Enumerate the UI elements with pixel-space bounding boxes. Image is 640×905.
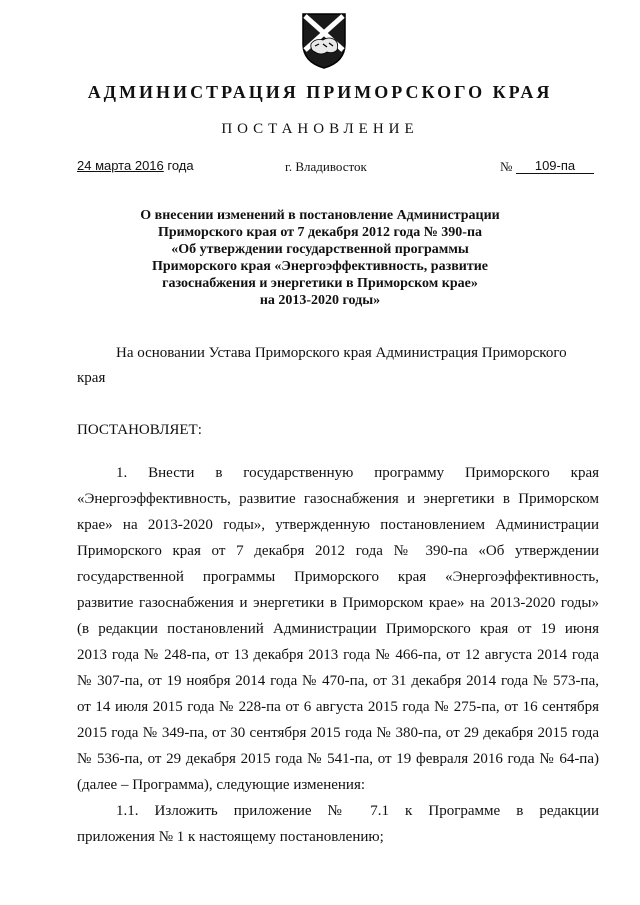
heading-line: газоснабжения и энергетики в Приморском крае» [162,276,478,291]
admin-title: АДМИНИСТРАЦИЯ ПРИМОРСКОГО КРАЯ [87,82,553,102]
resolves-label: ПОСТАНОВЛЯЕТ: [77,422,202,438]
paragraph-line: государственной программы Приморского края «Энергоэффективность, [77,569,599,585]
heading-line: «Об утверждении государственной программы [171,242,469,257]
paragraph-1-1-line: 1.1. Изложить приложение № 7.1 к Программе в редакции [116,803,599,819]
paragraph-line: № 536-па, от 29 декабря 2015 года № 541-па, от 19 февраля 2016 года № 64-па) [77,751,599,767]
paragraph-line: 1. Внести в государственную программу Приморского края [116,465,599,481]
document-type: ПОСТАНОВЛЕНИЕ [221,121,419,137]
paragraph-line: крае» на 2013-2020 годы», утвержденную постановлением Администрации [77,517,599,533]
paragraph-line: (далее – Программа), следующие изменения: [77,777,366,793]
basis-line-1: На основании Устава Приморского края Администрация Приморского [116,345,567,361]
document-date [77,158,194,173]
heading-line: О внесении изменений в постановление Администрации [140,208,500,223]
heading-line: на 2013-2020 годы» [259,293,381,308]
paragraph-line: № 307-па, от 19 ноября 2014 года № 470-па, от 31 декабря 2014 года № 573-па, [77,673,599,689]
document-number: 109-па [516,158,594,174]
paragraph-line: 2015 года № 349-па, от 30 сентября 2015 года № 380-па, от 29 декабря 2015 года [77,725,599,741]
date-suffix: года [163,158,194,173]
date-day-month: 24 марта 2016 [77,158,164,173]
number-label: № [500,159,513,174]
paragraph-line: от 14 июля 2015 года № 228-па от 6 августа 2015 года № 275-па, от 16 сентября [77,699,599,715]
paragraph-1 [77,460,599,850]
paragraph-line: 2013 года № 248-па, от 13 декабря 2013 года № 466-па, от 12 августа 2014 года [77,647,599,663]
heading-line: Приморского края «Энергоэффективность, развитие [151,259,489,274]
document-city: г. Владивосток [285,159,367,174]
paragraph-line: Приморского края от 7 декабря 2012 года № 390-па «Об утверждении [77,543,599,559]
document-heading [120,207,520,309]
paragraph-line: (в редакции постановлений Администрации Приморского края от 19 июня [77,621,599,637]
coat-of-arms-emblem [299,10,349,70]
basis-line-2: края [77,370,106,386]
paragraph-line: развитие газоснабжения и энергетики в Приморском крае» на 2013-2020 годы» [77,595,599,611]
paragraph-1-1-line: приложения № 1 к настоящему постановлению; [77,829,384,845]
paragraph-line: «Энергоэффективность, развитие газоснабжения и энергетики в Приморском [77,491,599,507]
heading-line: Приморского края от 7 декабря 2012 года № 390-па [157,225,483,240]
